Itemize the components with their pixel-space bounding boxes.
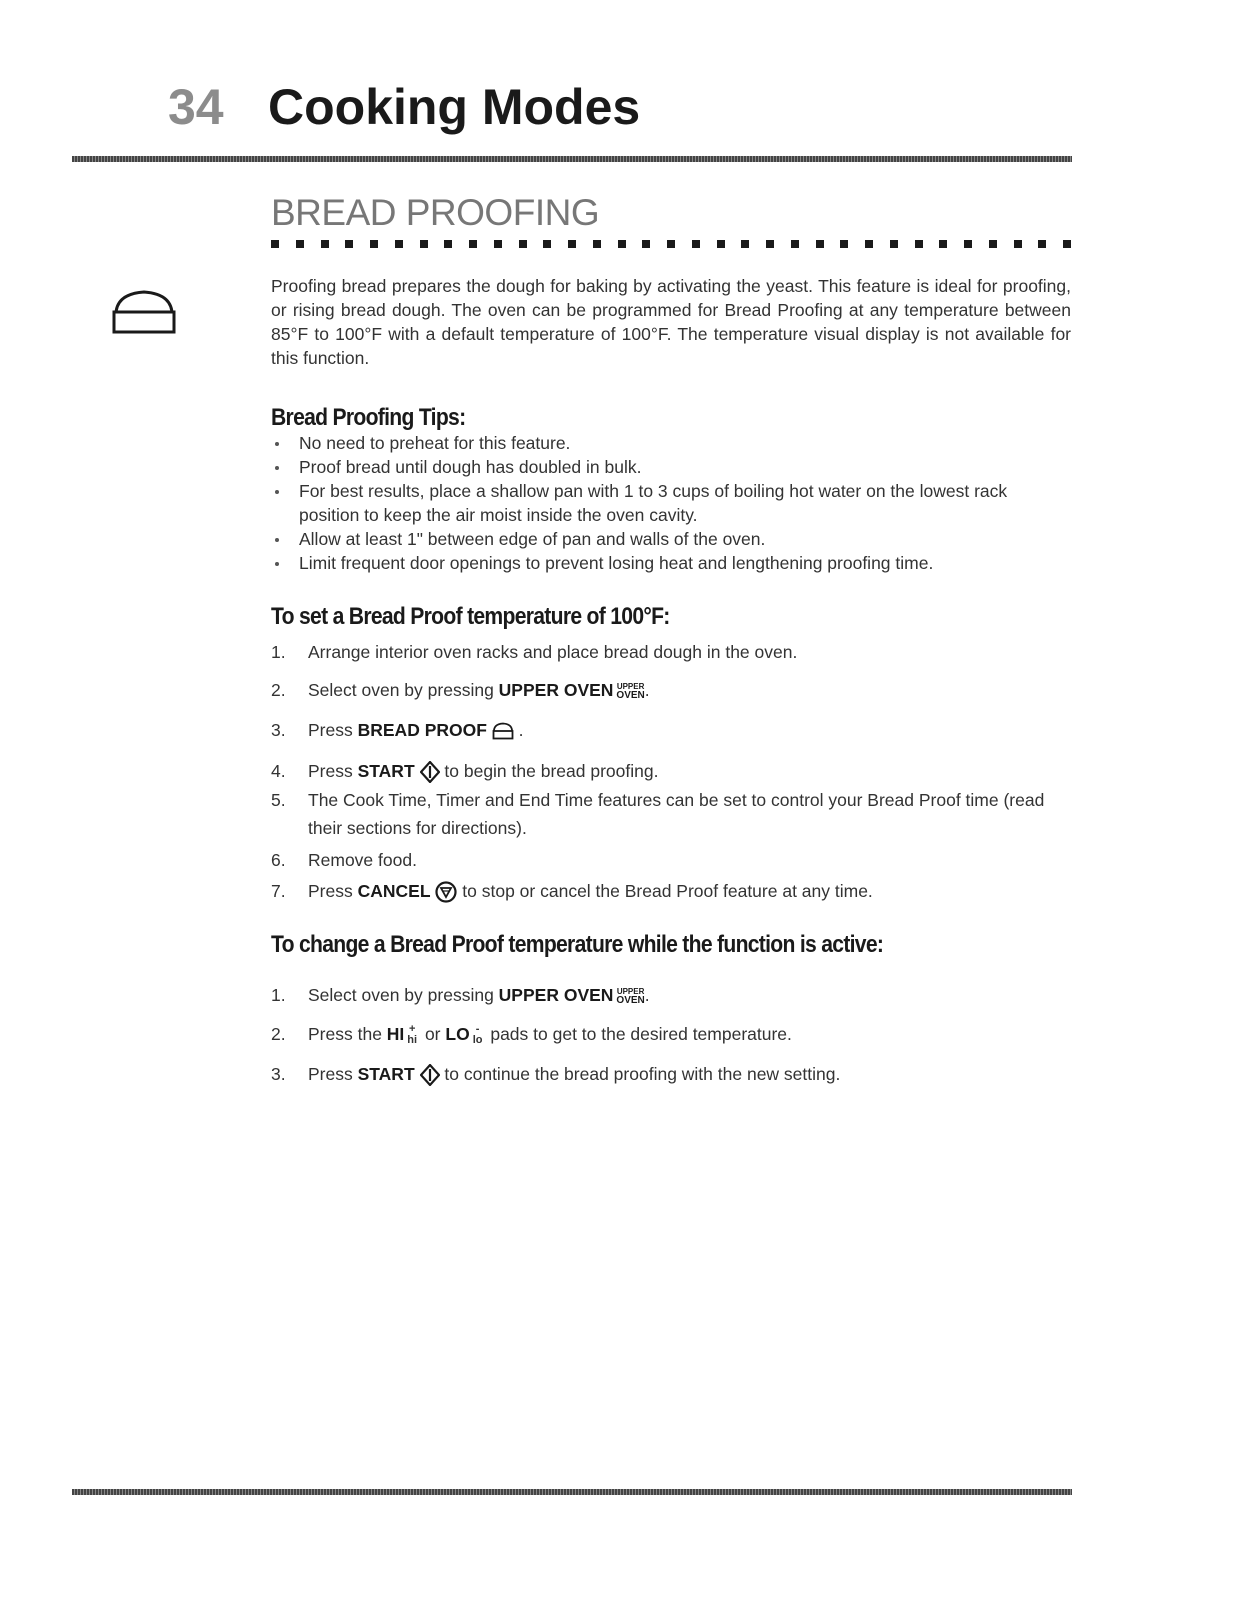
step-number: 7. — [271, 881, 286, 901]
step-text: Press CANCEL to stop or cancel the Bread Proof feature at any time. — [308, 877, 1071, 905]
step-number: 3. — [271, 720, 286, 740]
set-temperature-heading: To set a Bread Proof temperature of 100°F: — [271, 603, 670, 630]
upper-oven-icon: UPPER OVEN — [616, 987, 645, 1007]
start-icon — [420, 1064, 440, 1086]
step-text: Arrange interior oven racks and place bread dough in the oven. — [308, 642, 798, 662]
upper-oven-key: UPPER OVEN — [498, 680, 614, 700]
tips-heading: Bread Proofing Tips: — [271, 404, 466, 431]
step-number: 4. — [271, 761, 286, 781]
step-text: Press BREAD PROOF . — [308, 720, 524, 740]
upper-oven-key: UPPER OVEN — [498, 985, 614, 1005]
start-key: START — [357, 1064, 415, 1084]
tip-item: Allow at least 1" between edge of pan and walls of the oven. — [271, 527, 1071, 551]
bottom-divider — [72, 1489, 1072, 1495]
change-temperature-heading: To change a Bread Proof temperature while the function is active: — [271, 931, 884, 958]
tip-item: No need to preheat for this feature. — [271, 431, 1071, 455]
chapter-title: Cooking Modes — [268, 79, 641, 135]
step-text: Press START to begin the bread proofing. — [308, 757, 1071, 785]
step-number: 1. — [271, 642, 286, 662]
top-divider — [72, 156, 1072, 162]
step-number: 3. — [271, 1064, 286, 1084]
step-number: 2. — [271, 1024, 286, 1044]
step-text: Select oven by pressing UPPER OVEN UPPER OVEN. — [308, 985, 650, 1007]
hi-key: HI — [386, 1024, 405, 1044]
bread-loaf-icon — [492, 722, 514, 740]
page-header — [168, 78, 640, 148]
tips-list — [271, 431, 1071, 575]
step-text: The Cook Time, Timer and End Time features can be set to control your Bread Proof time (read their sections for directions). — [308, 790, 1045, 838]
cancel-icon — [435, 881, 457, 903]
lo-key: LO — [445, 1024, 470, 1044]
step-text: Remove food. — [308, 850, 417, 870]
bread-proof-key: BREAD PROOF — [357, 720, 487, 740]
hi-icon: + hi — [407, 1023, 418, 1047]
page-number: 34 — [168, 79, 224, 135]
step-text: Press START to continue the bread proofing with the new setting. — [308, 1060, 1071, 1088]
step-number: 6. — [271, 850, 286, 870]
step-number: 1. — [271, 985, 286, 1005]
lo-icon: - lo — [472, 1023, 483, 1047]
step-text: Select oven by pressing UPPER OVEN UPPER OVEN. — [308, 680, 650, 702]
section-title: BREAD PROOFING — [271, 192, 600, 233]
step-number: 2. — [271, 680, 286, 700]
tip-item: For best results, place a shallow pan with 1 to 3 cups of boiling hot water on the lowest rack position to keep the air moist inside the oven cavity. — [271, 479, 1071, 527]
bread-loaf-icon — [110, 288, 178, 336]
step-text: Press the HI + hi or LO - lo pads to get to the desired temperature. — [308, 1023, 792, 1047]
tip-item: Proof bread until dough has doubled in bulk. — [271, 455, 1071, 479]
start-key: START — [357, 761, 415, 781]
start-icon — [420, 761, 440, 783]
square-divider — [271, 240, 1071, 252]
intro-paragraph: Proofing bread prepares the dough for baking by activating the yeast. This feature is ideal for proofing, or rising bread dough. The oven can be programmed for Bread Proofing at any temperature between 85°F to 100°F with a default temperature of 100°F. The temperature visual display is not available for this function. — [271, 276, 1071, 368]
step-number: 5. — [271, 790, 286, 810]
upper-oven-icon: UPPER OVEN — [616, 682, 645, 702]
tip-item: Limit frequent door openings to prevent losing heat and lengthening proofing time. — [271, 551, 1071, 575]
cancel-key: CANCEL — [357, 881, 431, 901]
